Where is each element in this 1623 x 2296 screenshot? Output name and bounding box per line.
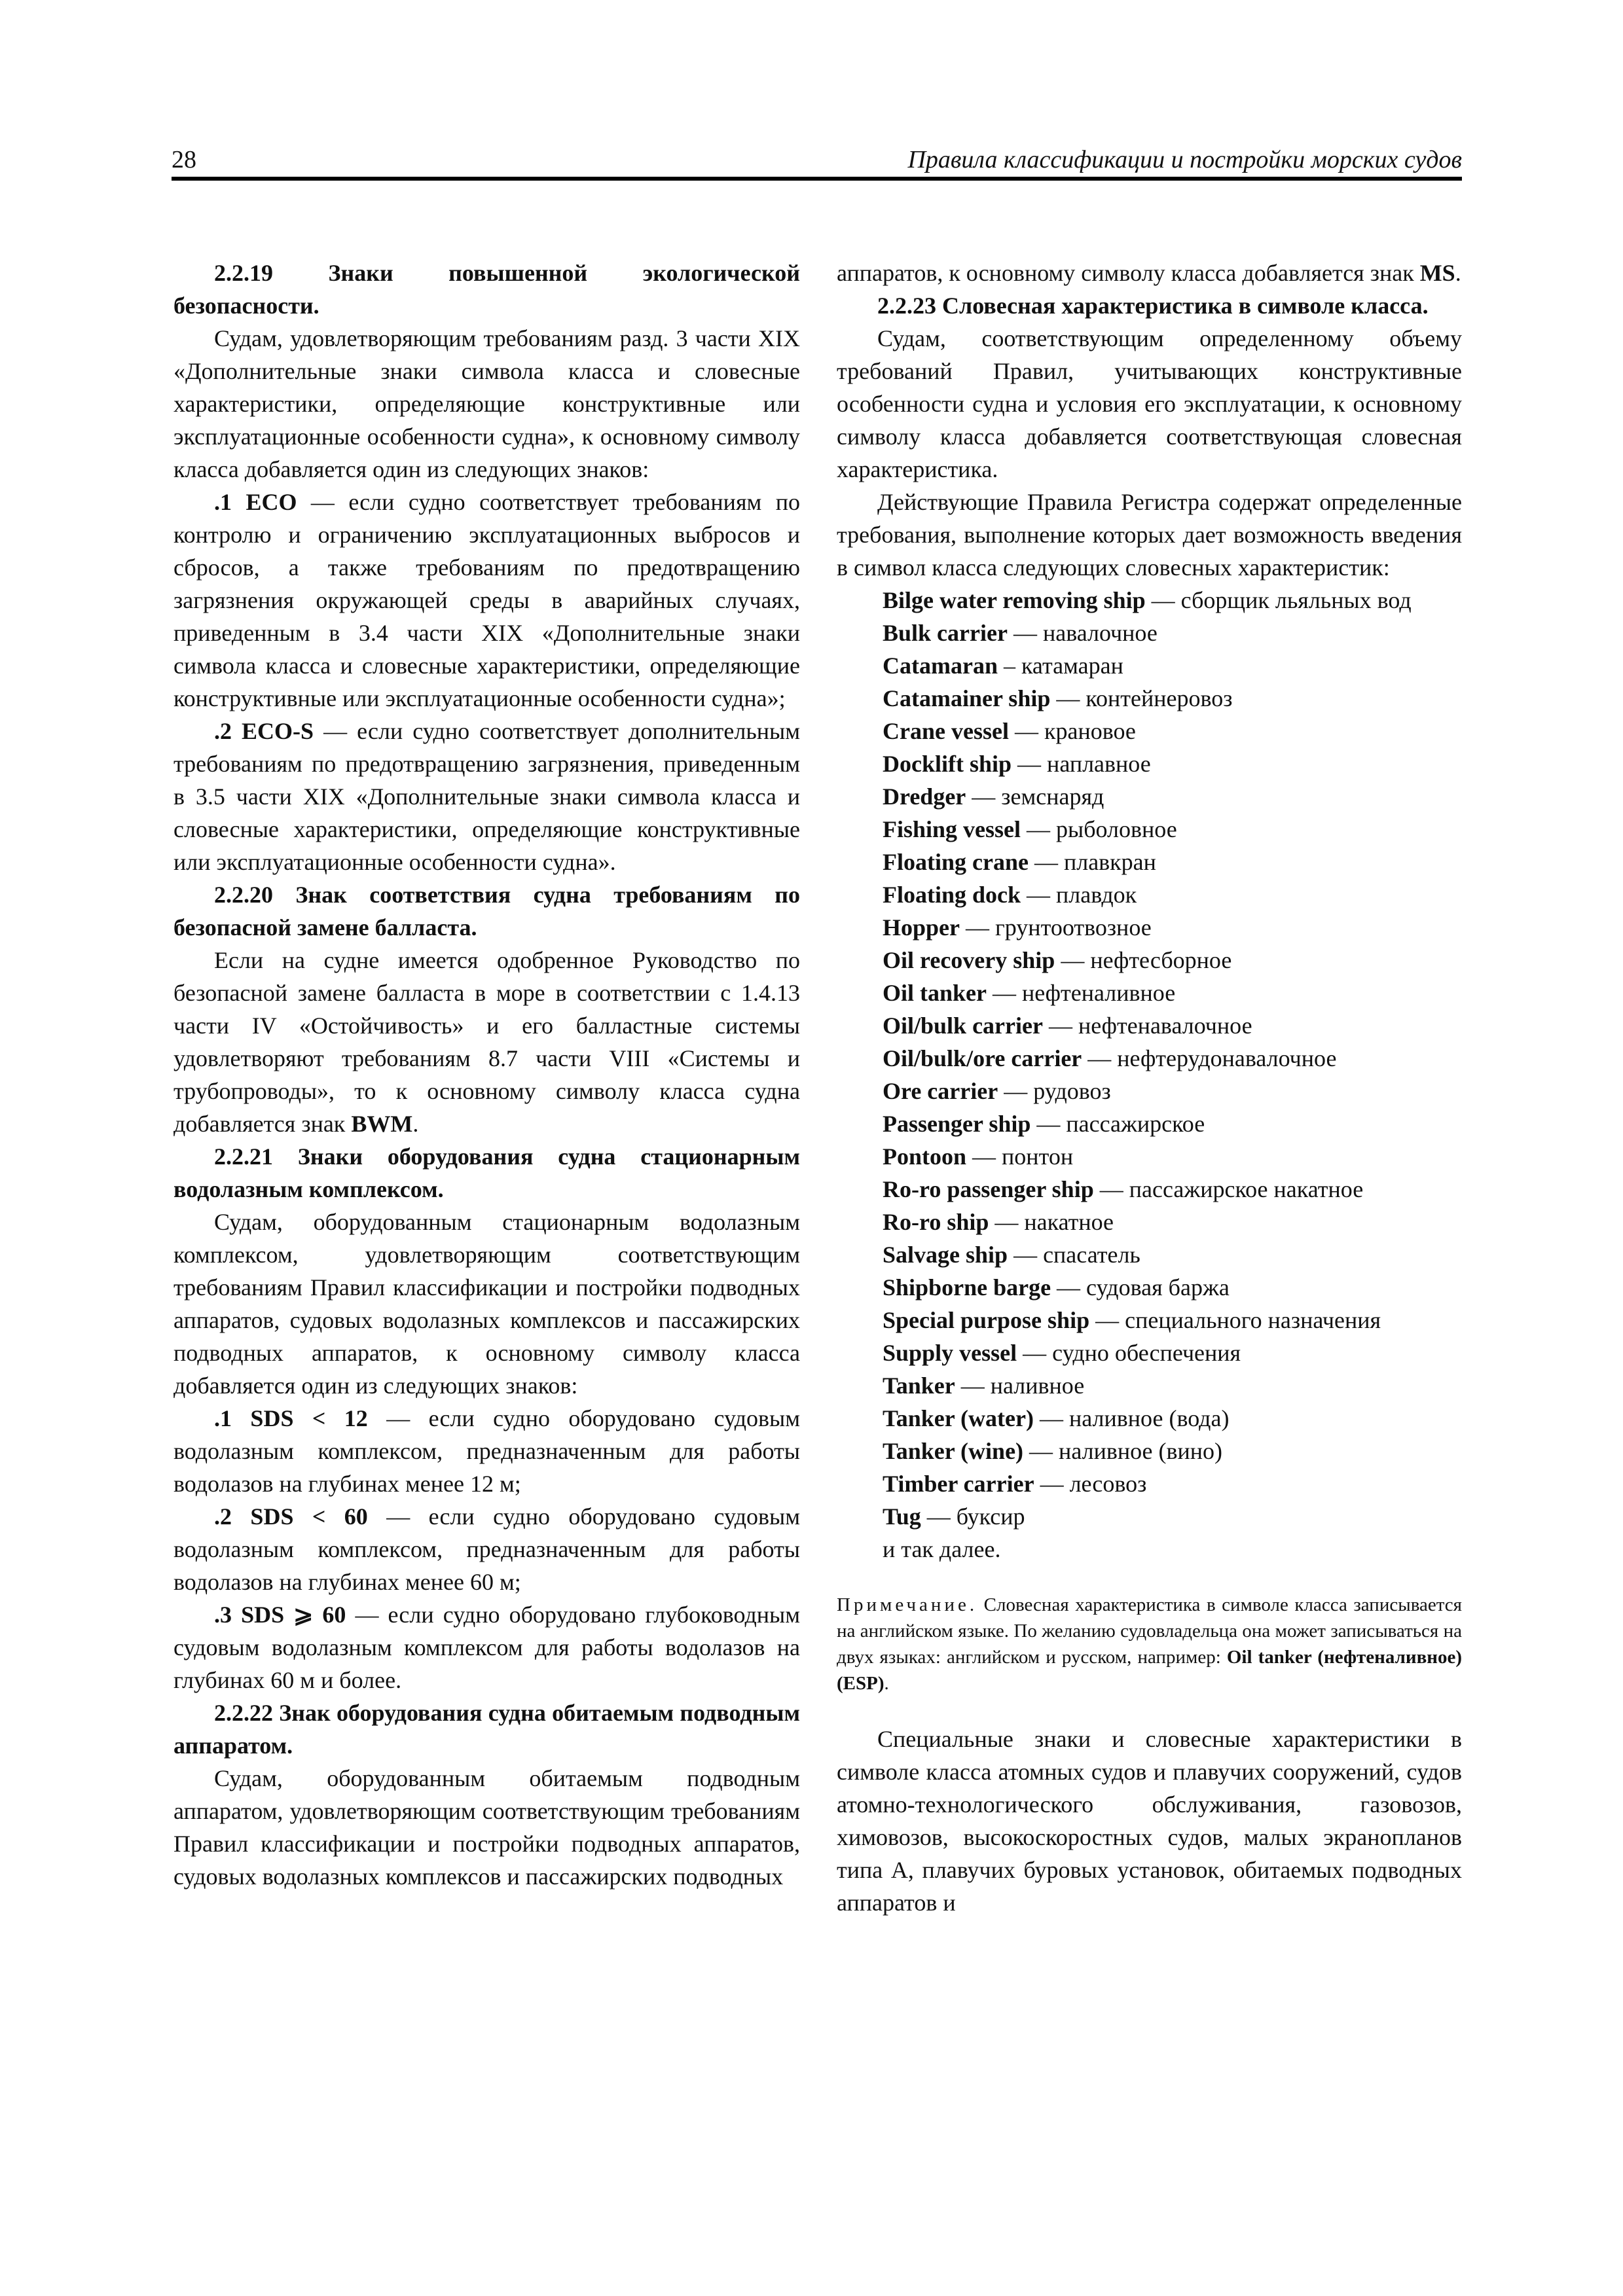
text: — накатное <box>989 1209 1114 1235</box>
text: Словесная характеристика в символе класса записывается на английском языке. По желанию судовладельца она может записываться на двух языках: английском и русском, например: <box>837 1594 1462 1668</box>
bold-text: .3 SDS ⩾ 60 <box>214 1602 346 1628</box>
text: — грунтоотвозное <box>960 914 1152 941</box>
list-item <box>837 911 1462 944</box>
left-column <box>173 257 800 1893</box>
text: Если на судне имеется одобренное Руководство по безопасной замене балласта в море в соответствии с 1.4.13 части IV «Остойчивость» и его балластные системы удовлетворяют требованиям 8.7 части VIII «Системы и трубопроводы», то к основному символу класса судна добавляется знак <box>173 947 800 1137</box>
paragraph <box>837 486 1462 584</box>
text: — контейнеровоз <box>1050 685 1233 711</box>
section-heading <box>173 1696 800 1762</box>
list-item <box>837 846 1462 878</box>
bold-text: Catamainer ship <box>883 685 1051 711</box>
bold-text: Passenger ship <box>883 1111 1031 1137</box>
bold-text: Floating dock <box>883 882 1021 908</box>
text: аппаратов, к основному символу класса добавляется знак <box>837 260 1420 286</box>
list-item <box>837 1402 1462 1435</box>
bold-text: Tug <box>883 1503 921 1530</box>
bold-text: Oil tanker <box>883 980 987 1006</box>
paragraph <box>173 486 800 715</box>
bold-text: .2 ECO-S <box>214 718 314 744</box>
list-item <box>837 1238 1462 1271</box>
text: — земснаряд <box>966 783 1104 810</box>
section-heading <box>837 289 1462 322</box>
text: — если судно соответствует требованиям по контролю и ограничению эксплуатационных выбросов и сбросов, а также требованиям по предотвращению загрязнения окружающей среды в аварийных случаях, приведенным в 3.4 части XIX «Дополнительные знаки символа класса и словесные характеристики, определяющие конструктивные или эксплуатационные особенности судна»; <box>173 489 800 711</box>
text: — если судно оборудовано судовым водолазным комплексом, предназначенным для работы водолазов на глубинах менее 60 м; <box>173 1503 800 1595</box>
list-item <box>837 1435 1462 1467</box>
paragraph <box>837 322 1462 486</box>
text: — наливное (вода) <box>1033 1405 1230 1431</box>
paragraph <box>173 322 800 486</box>
bold-text: 2.2.20 Знак соответствия судна требованиям по безопасной замене балласта. <box>173 882 800 941</box>
right-column <box>837 257 1462 1919</box>
bold-text: Bilge water removing ship <box>883 587 1146 613</box>
text: . <box>412 1111 419 1137</box>
list-item <box>837 1107 1462 1140</box>
bold-text: Docklift ship <box>883 751 1012 777</box>
bold-text: Timber carrier <box>883 1471 1034 1497</box>
list-item <box>837 1336 1462 1369</box>
bold-text: BWM <box>351 1111 413 1137</box>
paragraph <box>173 1762 800 1893</box>
paragraph <box>173 944 800 1140</box>
text: — если судно оборудовано судовым водолазным комплексом, предназначенным для работы водолазов на глубинах менее 12 м; <box>173 1405 800 1497</box>
text: Судам, оборудованным стационарным водолазным комплексом, удовлетворяющим соответствующим требованиям Правил классификации и постройки подводных аппаратов, судовых водолазных комплексов и пассажирских подводных аппаратов, к основному символу класса добавляется один из следующих знаков: <box>173 1209 800 1399</box>
text: — пассажирское накатное <box>1093 1176 1364 1202</box>
list-item <box>837 1369 1462 1402</box>
bold-text: 2.2.23 Словесная характеристика в символе класса. <box>877 293 1429 319</box>
bold-text: Hopper <box>883 914 960 941</box>
list-item <box>837 977 1462 1009</box>
text: — пассажирское <box>1030 1111 1205 1137</box>
page-number: 28 <box>172 146 196 173</box>
bold-text: Pontoon <box>883 1143 967 1170</box>
header-rule <box>172 177 1462 181</box>
list-item <box>837 649 1462 682</box>
list-item <box>837 584 1462 617</box>
text: — крановое <box>1008 718 1136 744</box>
paragraph <box>173 1206 800 1402</box>
bold-text: Oil/bulk carrier <box>883 1013 1043 1039</box>
list-item <box>837 813 1462 846</box>
text: — если судно соответствует дополнительным требованиям по предотвращению загрязнения, приведенным в 3.5 части XIX «Дополнительные знаки символа класса и словесные характеристики, определяющие конструктивные или эксплуатационные особенности судна». <box>173 718 800 875</box>
list-item <box>837 747 1462 780</box>
list-item <box>837 1009 1462 1042</box>
bold-text: Oil recovery ship <box>883 947 1055 973</box>
text: Судам, оборудованным обитаемым подводным аппаратом, удовлетворяющим соответствующим требованиям Правил классификации и постройки подводных аппаратов, судовых водолазных комплексов и пассажирских подводных <box>173 1765 800 1890</box>
text: — наливное (вино) <box>1023 1438 1223 1464</box>
list-item <box>837 1042 1462 1075</box>
text: Судам, соответствующим определенному объему требований Правил, учитывающих конструктивные особенности судна и условия его эксплуатации, к основному символу класса добавляется соответствующая словесная характеристика. <box>837 325 1462 482</box>
text: — лесовоз <box>1034 1471 1147 1497</box>
section-heading <box>173 1140 800 1206</box>
list-item <box>837 944 1462 977</box>
bold-text: Fishing vessel <box>883 816 1021 842</box>
list-item <box>837 1206 1462 1238</box>
text: — нефтерудонавалочное <box>1082 1045 1337 1071</box>
list-item <box>837 1304 1462 1336</box>
note-label: Примечание. <box>837 1594 978 1615</box>
text: — специального назначения <box>1089 1307 1381 1333</box>
list-item <box>837 617 1462 649</box>
section-heading <box>173 257 800 322</box>
text: — спасатель <box>1008 1242 1140 1268</box>
list-item <box>837 715 1462 747</box>
note <box>837 1592 1462 1696</box>
text: — понтон <box>966 1143 1074 1170</box>
bold-text: Ro-ro ship <box>883 1209 989 1235</box>
bold-text: Shipborne barge <box>883 1274 1051 1300</box>
list-item <box>837 1271 1462 1304</box>
text: Специальные знаки и словесные характеристики в символе класса атомных судов и плавучих сооружений, судов атомно-технологического обслуживания, газовозов, химовозов, высокоскоростных судов, малых экранопланов типа А, плавучих буровых установок, обитаемых подводных аппаратов и <box>837 1726 1462 1916</box>
text: – катамаран <box>997 653 1123 679</box>
text: и так далее. <box>883 1536 1001 1562</box>
bold-text: Salvage ship <box>883 1242 1008 1268</box>
list-item <box>837 1467 1462 1500</box>
bold-text: 2.2.22 Знак оборудования судна обитаемым подводным аппаратом. <box>173 1700 800 1759</box>
paragraph <box>837 1723 1462 1919</box>
section-heading <box>173 878 800 944</box>
list-item <box>837 780 1462 813</box>
bold-text: MS <box>1419 260 1455 286</box>
bold-text: Ro-ro passenger ship <box>883 1176 1094 1202</box>
text: — если судно оборудовано глубоководным судовым водолазным комплексом для работы водолазов на глубинах 60 м и более. <box>173 1602 800 1693</box>
text: . <box>884 1673 889 1694</box>
running-title: Правила классификации и постройки морских судов <box>907 146 1462 173</box>
list-item <box>837 1173 1462 1206</box>
list-item <box>837 682 1462 715</box>
list-item <box>837 1533 1462 1566</box>
text: — плавдок <box>1021 882 1137 908</box>
text: — нефтесборное <box>1055 947 1232 973</box>
bold-text: Oil tanker (нефтеналивное) (ESP) <box>837 1647 1462 1694</box>
bold-text: Ore carrier <box>883 1078 998 1104</box>
bold-text: Dredger <box>883 783 966 810</box>
list-item <box>837 1075 1462 1107</box>
bold-text: Tanker (water) <box>883 1405 1034 1431</box>
text: — навалочное <box>1007 620 1158 646</box>
text: Судам, удовлетворяющим требованиям разд. 3 части XIX «Дополнительные знаки символа класса и словесные характеристики, определяющие конструктивные или эксплуатационные особенности судна», к основному символу класса добавляется один из следующих знаков: <box>173 325 800 482</box>
bold-text: 2.2.19 Знаки повышенной экологической безопасности. <box>173 260 800 319</box>
bold-text: Oil/bulk/ore carrier <box>883 1045 1082 1071</box>
list-item <box>837 1500 1462 1533</box>
text: — нефтеналивное <box>987 980 1176 1006</box>
text: — нефтенавалочное <box>1042 1013 1252 1039</box>
bold-text: Crane vessel <box>883 718 1009 744</box>
bold-text: .1 SDS < 12 <box>214 1405 368 1431</box>
bold-text: Bulk carrier <box>883 620 1008 646</box>
text: — наливное <box>955 1372 1085 1399</box>
paragraph <box>173 1500 800 1598</box>
paragraph <box>173 1598 800 1696</box>
bold-text: Special purpose ship <box>883 1307 1090 1333</box>
paragraph <box>173 715 800 878</box>
bold-text: Supply vessel <box>883 1340 1017 1366</box>
text: — рыболовное <box>1021 816 1177 842</box>
bold-text: 2.2.21 Знаки оборудования судна стационарным водолазным комплексом. <box>173 1143 800 1202</box>
bold-text: Floating crane <box>883 849 1029 875</box>
list-item <box>837 1140 1462 1173</box>
text: Действующие Правила Регистра содержат определенные требования, выполнение которых дает возможность введения в символ класса следующих словесных характеристик: <box>837 489 1462 581</box>
text: — наплавное <box>1012 751 1151 777</box>
paragraph <box>837 257 1462 289</box>
list-item <box>837 878 1462 911</box>
text: . <box>1455 260 1461 286</box>
text: — судовая баржа <box>1051 1274 1230 1300</box>
bold-text: .1 ECO <box>214 489 297 515</box>
text: — буксир <box>921 1503 1025 1530</box>
text: — сборщик льяльных вод <box>1145 587 1412 613</box>
bold-text: .2 SDS < 60 <box>214 1503 368 1530</box>
bold-text: Catamaran <box>883 653 998 679</box>
bold-text: Tanker <box>883 1372 955 1399</box>
text: — рудовоз <box>998 1078 1111 1104</box>
text: — судно обеспечения <box>1017 1340 1241 1366</box>
text: — плавкран <box>1028 849 1156 875</box>
bold-text: Tanker (wine) <box>883 1438 1024 1464</box>
paragraph <box>173 1402 800 1500</box>
